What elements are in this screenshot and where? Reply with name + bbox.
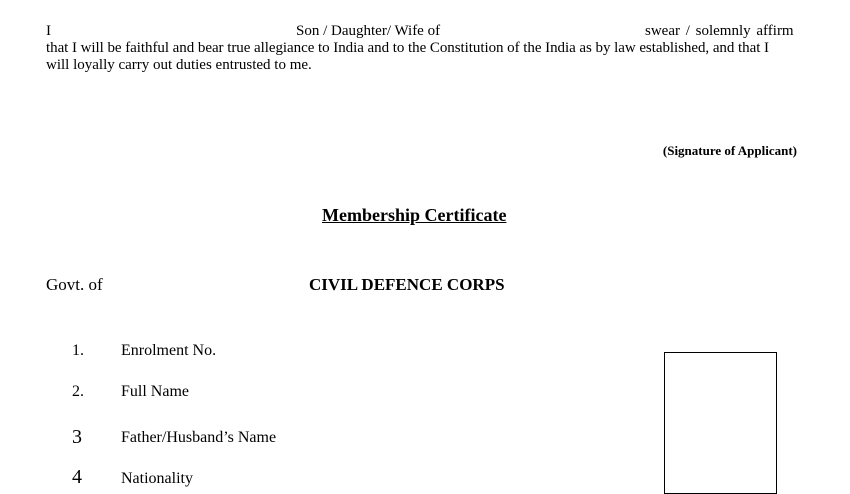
item-label-nationality: Nationality xyxy=(121,470,193,487)
corps-name: CIVIL DEFENCE CORPS xyxy=(309,275,505,294)
oath-relation-label: Son / Daughter/ Wife of xyxy=(296,23,441,39)
certificate-title: Membership Certificate xyxy=(322,205,507,225)
oath-swear-label: swear / solemnly affirm xyxy=(645,23,794,39)
oath-pronoun: I xyxy=(46,23,51,39)
item-number-2: 2. xyxy=(72,383,84,400)
oath-line-2: that I will be faithful and bear true allegiance to India and to the Constitution of the India as by law established, and that I xyxy=(46,40,769,56)
photo-box xyxy=(664,352,777,494)
oath-line-3: will loyally carry out duties entrusted to me. xyxy=(46,57,312,73)
item-number-1: 1. xyxy=(72,342,84,359)
item-label-enrolment-no: Enrolment No. xyxy=(121,342,217,359)
item-label-father-husband-name: Father/Husband’s Name xyxy=(121,429,277,446)
item-number-3: 3 xyxy=(72,426,82,448)
signature-label: (Signature of Applicant) xyxy=(662,143,797,158)
item-number-4: 4 xyxy=(72,466,82,488)
item-label-full-name: Full Name xyxy=(121,383,189,400)
govt-label: Govt. of xyxy=(46,275,103,294)
